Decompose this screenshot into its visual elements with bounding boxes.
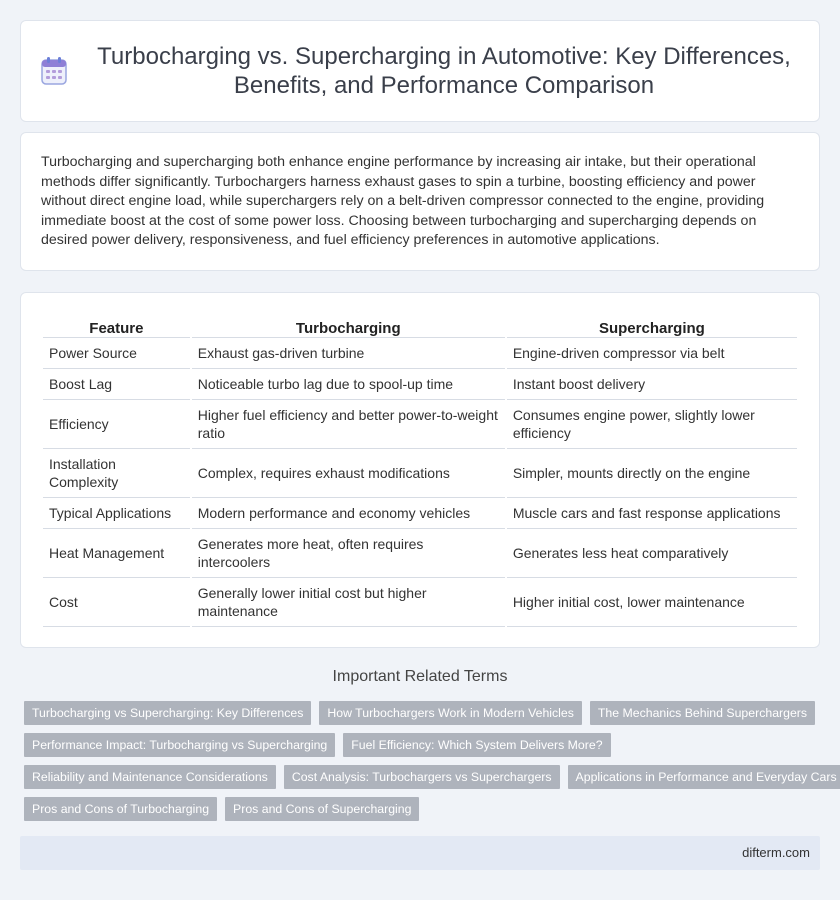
table-row: [43, 578, 797, 627]
calendar-icon: [41, 57, 67, 85]
related-terms-title: Important Related Terms: [332, 668, 508, 685]
cell-feature: Heat Management: [43, 529, 190, 578]
table-row: [43, 369, 797, 400]
related-tag[interactable]: How Turbochargers Work in Modern Vehicles: [319, 701, 582, 725]
header-card: [20, 20, 820, 122]
cell-turbo: Noticeable turbo lag due to spool-up time: [192, 369, 505, 400]
tag-row: [24, 797, 824, 821]
cell-turbo: Generally lower initial cost but higher maintenance: [192, 578, 505, 627]
cell-feature: Cost: [43, 578, 190, 627]
cell-turbo: Complex, requires exhaust modifications: [192, 449, 505, 498]
cell-super: Consumes engine power, slightly lower efficiency: [507, 400, 797, 449]
tag-row: [24, 701, 824, 725]
related-tag[interactable]: Reliability and Maintenance Considerations: [24, 765, 276, 789]
related-tag[interactable]: Applications in Performance and Everyday Cars: [568, 765, 840, 789]
related-tag[interactable]: Turbocharging vs Supercharging: Key Differences: [24, 701, 311, 725]
cell-turbo: Generates more heat, often requires intercoolers: [192, 529, 505, 578]
related-tag[interactable]: Fuel Efficiency: Which System Delivers More?: [343, 733, 610, 757]
cell-super: Instant boost delivery: [507, 369, 797, 400]
header-supercharging: Supercharging: [507, 315, 797, 338]
comparison-card: [20, 292, 820, 648]
table-row: [43, 529, 797, 578]
cell-super: Generates less heat comparatively: [507, 529, 797, 578]
cell-feature: Efficiency: [43, 400, 190, 449]
table-row: [43, 338, 797, 369]
cell-feature: Power Source: [43, 338, 190, 369]
intro-card: [20, 132, 820, 271]
related-tag[interactable]: Cost Analysis: Turbochargers vs Superchargers: [284, 765, 560, 789]
cell-turbo: Higher fuel efficiency and better power-to-weight ratio: [192, 400, 505, 449]
related-tag[interactable]: The Mechanics Behind Superchargers: [590, 701, 815, 725]
footer-site-link[interactable]: difterm.com: [742, 845, 810, 860]
footer: [20, 836, 820, 870]
cell-turbo: Modern performance and economy vehicles: [192, 498, 505, 529]
cell-super: Higher initial cost, lower maintenance: [507, 578, 797, 627]
intro-paragraph: Turbocharging and supercharging both enhance engine performance by increasing air intake, but their operational methods differ significantly. Turbochargers harness exhaust gases to spin a turbine, boosting efficiency and power without direct engine load, while superchargers rely on a belt-driven compressor connected to the engine, providing immediate boost at the cost of some power loss. Choosing between turbocharging and supercharging depends on desired power delivery, responsiveness, and fuel efficiency preferences in automotive applications.: [41, 154, 765, 248]
related-tag[interactable]: Performance Impact: Turbocharging vs Supercharging: [24, 733, 335, 757]
header-feature: Feature: [43, 315, 190, 338]
related-tag[interactable]: Pros and Cons of Turbocharging: [24, 797, 217, 821]
tag-row: [24, 765, 837, 789]
header-turbocharging: Turbocharging: [192, 315, 505, 338]
related-tags: [24, 701, 837, 829]
table-row: [43, 400, 797, 449]
cell-feature: Boost Lag: [43, 369, 190, 400]
cell-turbo: Exhaust gas-driven turbine: [192, 338, 505, 369]
cell-super: Muscle cars and fast response applications: [507, 498, 797, 529]
page-title: Turbocharging vs. Supercharging in Automotive: Key Differences, Benefits, and Performance Comparison: [97, 43, 791, 99]
cell-super: Simpler, mounts directly on the engine: [507, 449, 797, 498]
table-row: [43, 449, 797, 498]
tag-row: [24, 733, 824, 757]
related-tag[interactable]: Pros and Cons of Supercharging: [225, 797, 419, 821]
cell-feature: Typical Applications: [43, 498, 190, 529]
table-header-row: [43, 315, 797, 338]
table-row: [43, 498, 797, 529]
comparison-table: [41, 315, 799, 627]
cell-super: Engine-driven compressor via belt: [507, 338, 797, 369]
cell-feature: Installation Complexity: [43, 449, 190, 498]
